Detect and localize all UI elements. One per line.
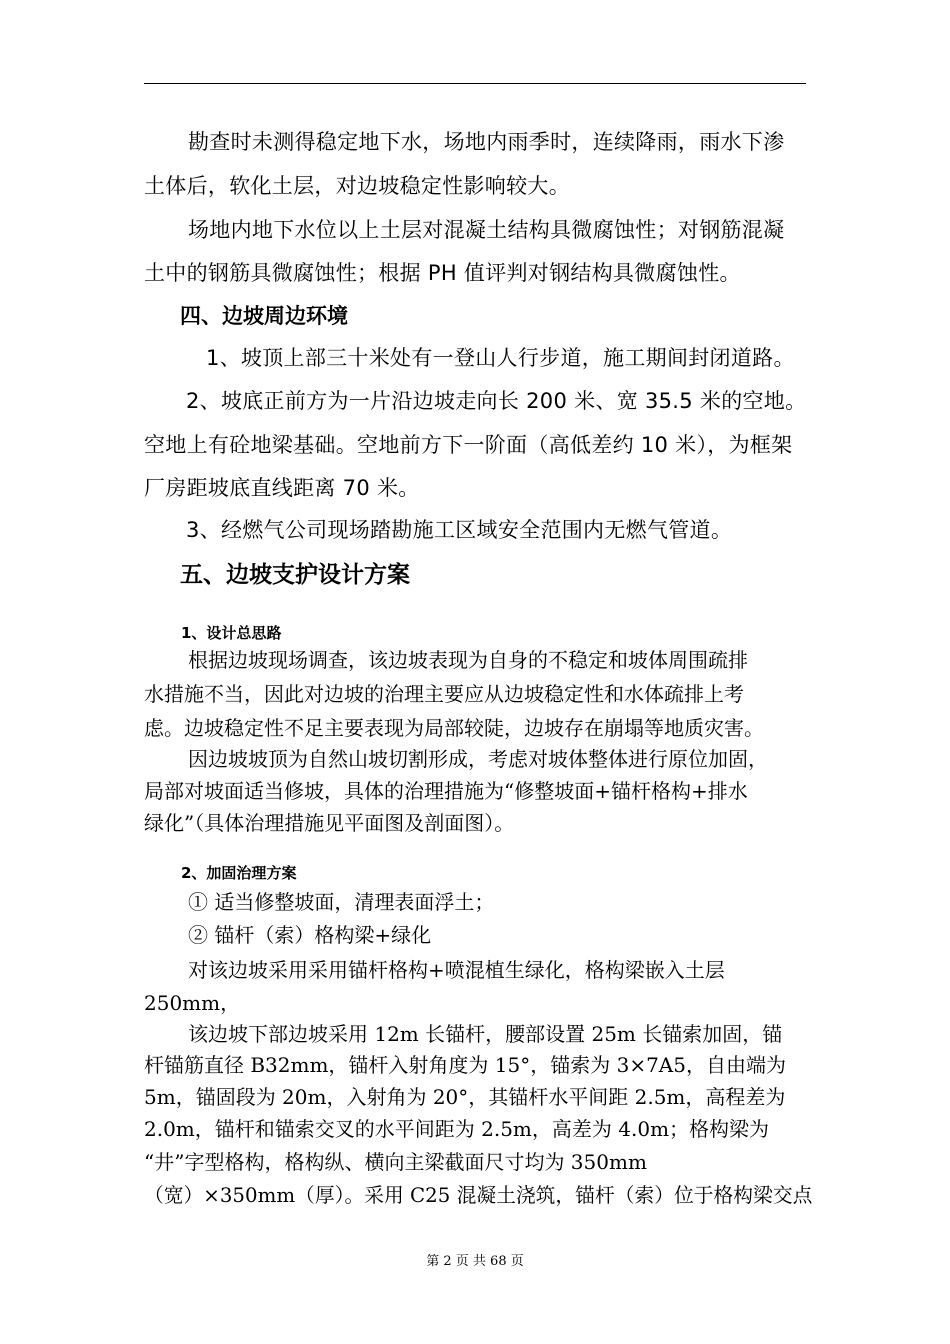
- paragraph-line: （宽）×350mm（厚）。采用 C25 混凝土浇筑，锚杆（索）位于格构梁交点: [144, 1183, 813, 1207]
- page-number: 第 2 页 共 68 页: [426, 1254, 524, 1269]
- paragraph-line: “井”字型格构，格构纵、横向主梁截面尺寸均为 350mm: [144, 1150, 647, 1174]
- subsection-heading: 2、加固治理方案: [181, 864, 297, 882]
- paragraph-line: 绿化”（具体治理措施见平面图及剖面图）。: [144, 811, 515, 835]
- paragraph-line: 根据边坡现场调查，该边坡表现为自身的不稳定和坡体周围疏排: [188, 648, 748, 672]
- list-item: 2、坡底正前方为一片沿边坡走向长 200 米、宽 35.5 米的空地。: [186, 389, 807, 413]
- paragraph-line: 土体后，软化土层，对边坡稳定性影响较大。: [144, 174, 570, 198]
- paragraph-line: 250mm，: [144, 991, 241, 1015]
- paragraph-line: 厂房距坡底直线距离 70 米。: [144, 476, 420, 500]
- paragraph-line: 场地内地下水位以上土层对混凝土结构具微腐蚀性；对钢筋混凝: [188, 218, 785, 242]
- paragraph-line: 该边坡下部边坡采用 12m 长锚杆，腰部设置 25m 长锚索加固，锚: [188, 1022, 783, 1046]
- list-item: ② 锚杆（索）格构梁+绿化: [188, 923, 432, 947]
- paragraph-line: 局部对坡面适当修坡，具体的治理措施为“修整坡面+锚杆格构+排水: [144, 779, 748, 803]
- paragraph-line: 空地上有砼地梁基础。空地前方下一阶面（高低差约 10 米），为框架: [144, 433, 793, 457]
- paragraph-line: 水措施不当，因此对边坡的治理主要应从边坡稳定性和水体疏排上考: [144, 682, 744, 706]
- paragraph-line: 勘查时未测得稳定地下水，场地内雨季时，连续降雨，雨水下渗: [188, 130, 785, 154]
- section-heading: 五、边坡支护设计方案: [180, 562, 410, 588]
- paragraph-line: 因边坡坡顶为自然山坡切割形成，考虑对坡体整体进行原位加固，: [188, 747, 768, 771]
- list-item: 1、坡顶上部三十米处有一登山人行步道，施工期间封闭道路。: [206, 346, 795, 370]
- paragraph-line: 虑。边坡稳定性不足主要表现为局部较陡，边坡存在崩塌等地质灾害。: [144, 716, 764, 740]
- paragraph-line: 对该边坡采用采用锚杆格构+喷混植生绿化，格构梁嵌入土层: [188, 958, 725, 982]
- paragraph-line: 杆锚筋直径 B32mm，锚杆入射角度为 15°，锚索为 3×7A5，自由端为: [144, 1053, 786, 1077]
- list-item: ① 适当修整坡面，清理表面浮土；: [188, 890, 495, 914]
- list-item: 3、经燃气公司现场踏勘施工区域安全范围内无燃气管道。: [186, 518, 733, 542]
- paragraph-line: 5m，锚固段为 20m，入射角为 20°，其锚杆水平间距 2.5m，高程差为: [144, 1085, 786, 1109]
- header-rule: [144, 83, 806, 84]
- subsection-heading: 1、设计总思路: [181, 624, 282, 642]
- paragraph-line: 土中的钢筋具微腐蚀性；根据 PH 值评判对钢结构具微腐蚀性。: [144, 261, 741, 285]
- section-heading: 四、边坡周边环境: [180, 304, 348, 328]
- paragraph-line: 2.0m，锚杆和锚索交叉的水平间距为 2.5m，高差为 4.0m；格构梁为: [144, 1117, 770, 1141]
